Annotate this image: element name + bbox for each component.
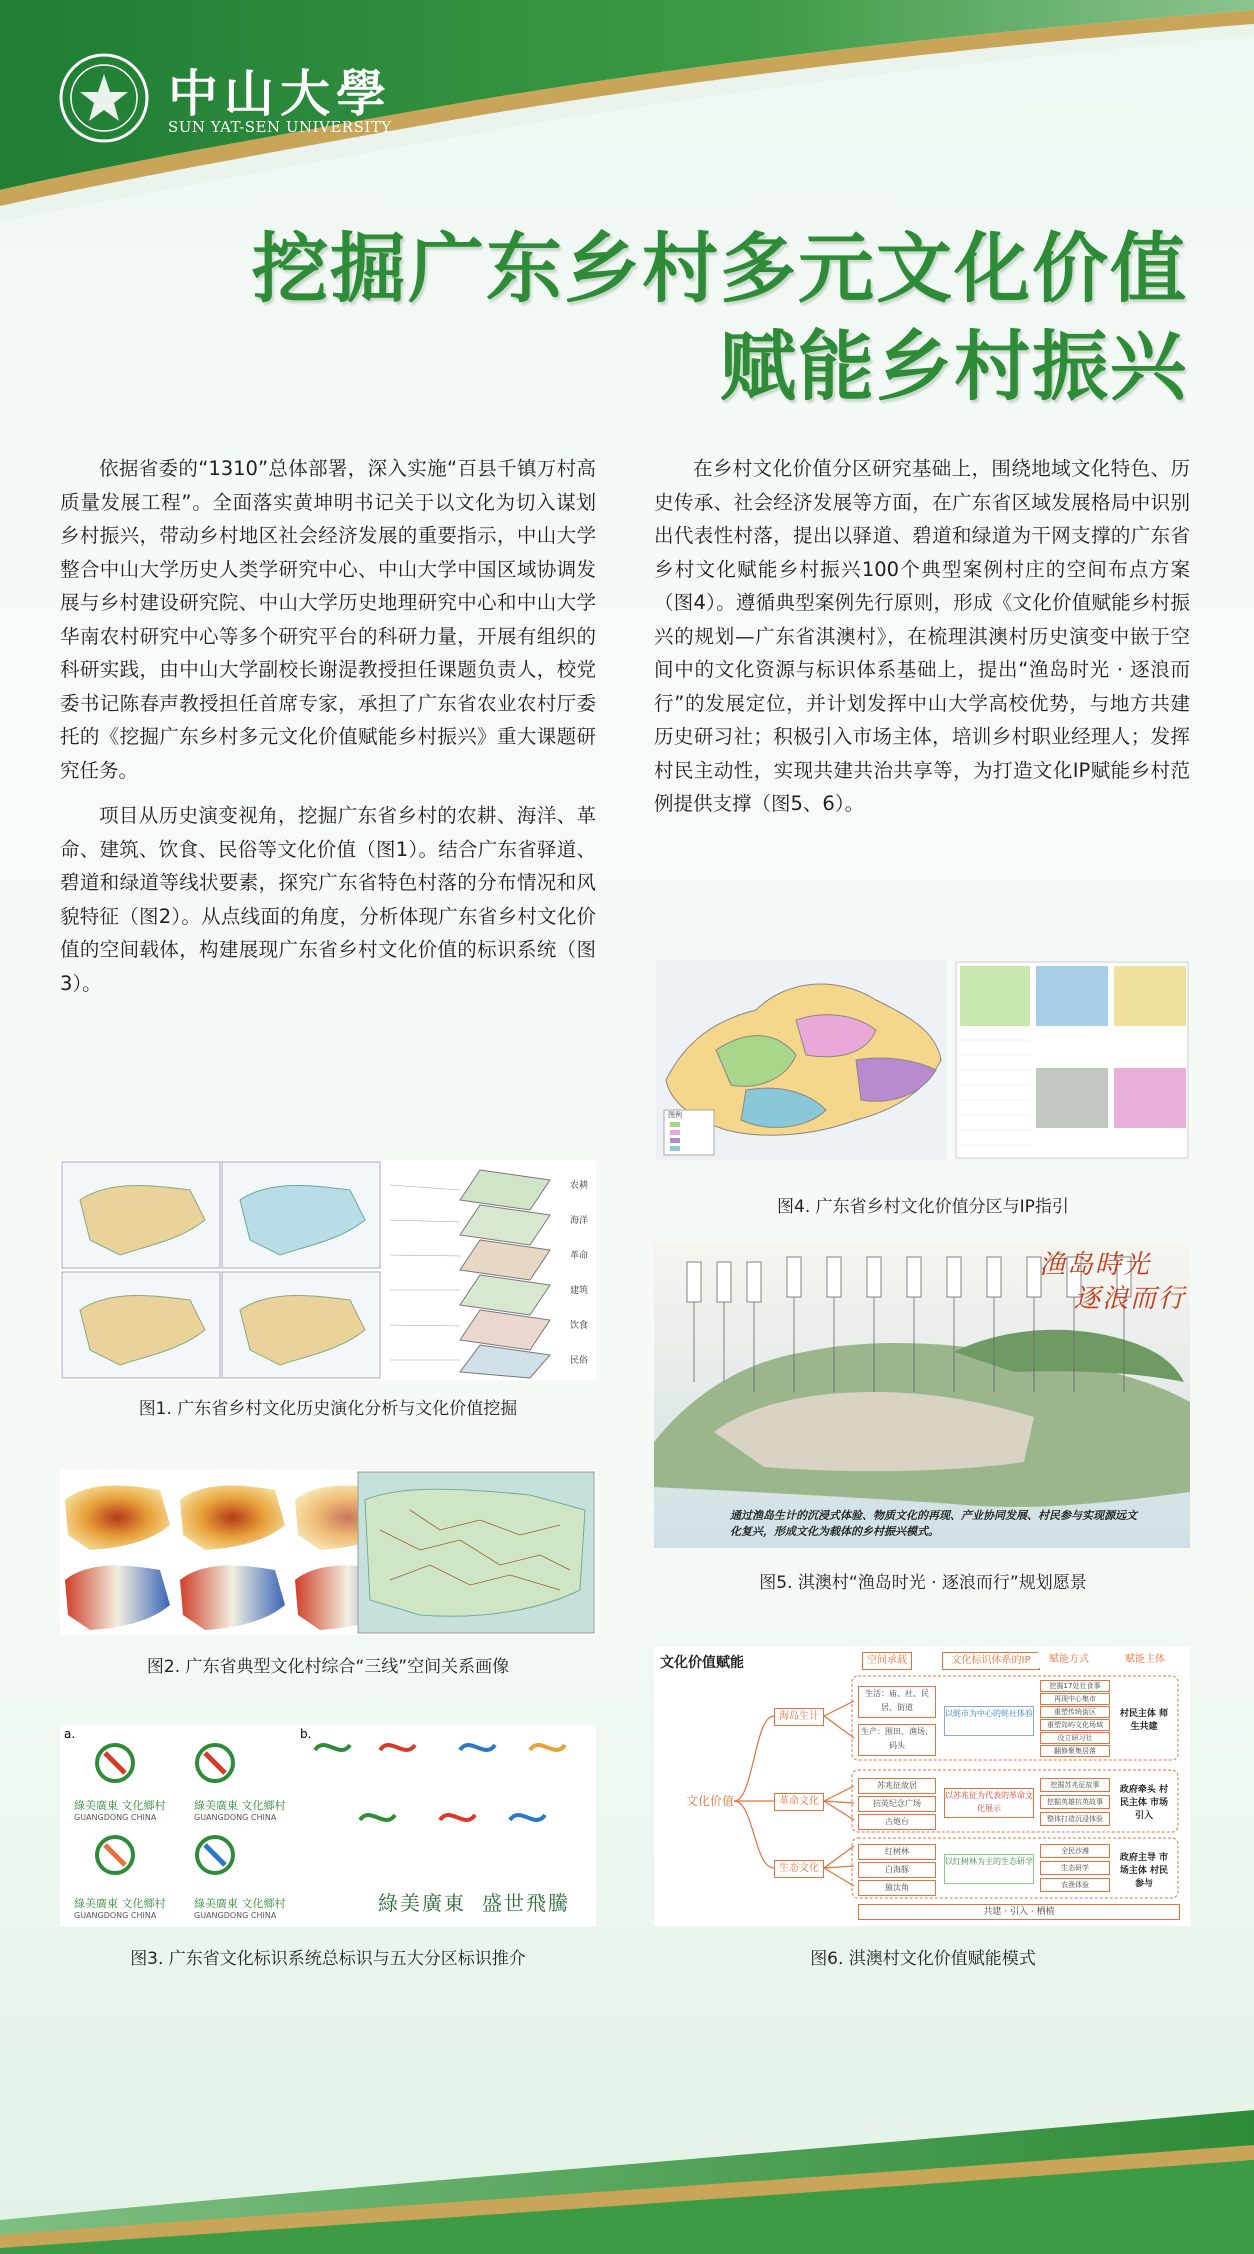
figure-2-heatmaps: [60, 1470, 596, 1635]
fig6-header: 赋能主体: [1114, 1652, 1176, 1668]
figure-3: [60, 1725, 596, 1927]
figure-4-caption: 图4. 广东省乡村文化价值分区与IP指引: [777, 1197, 1069, 1217]
fig5-calligraphy-2: 逐浪而行: [1074, 1284, 1187, 1314]
fig6-title: 文化价值赋能: [660, 1655, 744, 1671]
fig1-layer-label: 农耕: [570, 1181, 589, 1191]
fig6-method: 整体打造沉浸体验: [1040, 1812, 1110, 1826]
fig5-calligraphy-1: 渔岛時光: [1039, 1250, 1152, 1280]
figure-2-caption: 图2. 广东省典型文化村综合“三线”空间关系画像: [146, 1657, 510, 1677]
left-paragraph-2: 项目从历史演变视角，挖掘广东省乡村的农耕、海洋、革命、建筑、饮食、民俗等文化价值（图1）。结合广东省驿道、碧道和绿道等线状要素，探究广东省特色村落的分布情况和风貌特征（图2）。从点线面的角度，分析体现广东省乡村文化价值的空间载体，构建展现广东省乡村文化价值的标识系统（图3）。: [60, 804, 596, 995]
figure-4: [656, 960, 1190, 1160]
figure-3-caption: 图3. 广东省文化标识系统总标识与五大分区标识推介: [130, 1949, 526, 1969]
fig3-logo-sub: GUANGDONG CHINA: [74, 1813, 157, 1822]
title-line-2: 赋能乡村振兴: [720, 322, 1188, 411]
right-paragraph-1: 在乡村文化价值分区研究基础上，围绕地域文化特色、历史传承、社会经济发展等方面，在广东省区域发展格局中识别出代表性村落，提出以驿道、碧道和绿道为干网支撑的广东省乡村文化赋能乡村振兴100个典型案例村庄的空间布点方案（图4）。遵循典型案例先行原则，形成《文化价值赋能乡村振兴的规划—广东省淇澳村》，在梳理淇澳村历史演变中嵌于空间中的文化资源与标识体系基础上，提出“渔岛时光 · 逐浪而行”的发展定位，并计划发挥中山大学高校优势，与地方共建历史研习社；积极引入市场主体，培训乡村职业经理人；发挥村民主动性，实现共建共治共享等，为打造文化IP赋能乡村范例提供支撑（图5、6）。: [654, 457, 1190, 815]
fig6-method: 挖掘17处社食事: [1040, 1680, 1110, 1692]
fig6-branch: 革命文化: [774, 1793, 824, 1811]
fig6-root: 文化价值: [686, 1794, 735, 1808]
fig3-label-a: a.: [64, 1727, 76, 1741]
figure-2: [60, 1470, 596, 1635]
fig3-label-b: b.: [300, 1727, 312, 1741]
figure-1-caption: 图1. 广东省乡村文化历史演化分析与文化价值挖掘: [138, 1399, 518, 1419]
logo-subtext: SUN YAT-SEN UNIVERSITY: [168, 118, 392, 136]
logo-text: 中山大學: [168, 64, 392, 123]
fig6-method: 农渔体验: [1040, 1878, 1110, 1892]
left-paragraph-1: 依据省委的“1310”总体部署，深入实施“百县千镇万村高质量发展工程”。全面落实黄坤明书记关于以文化为切入谋划乡村振兴，带动乡村地区社会经济发展的重要指示，中山大学整合中山大学历史人类学研究中心、中山大学中国区域协调发展与乡村建设研究院、中山大学历史地理研究中心和中山大学华南农村研究中心等多个研究平台的科研力量，开展有组织的科研实践，由中山大学副校长谢湜教授担任课题负责人，校党委书记陈春声教授担任首席专家，承担了广东省农业农村厅委托的《挖掘广东乡村多元文化价值赋能乡村振兴》重大课题研究任务。: [60, 457, 596, 782]
fig5-note: 通过渔岛生计的沉浸式体验、物质文化的再现、产业协同发展、村民参与实现源远文化复兴，形成文化为载体的乡村振兴模式。: [730, 1509, 1137, 1538]
fig6-ip: 以红树林为主的生态研学: [944, 1854, 1034, 1884]
fig6-method: 挖掘苏兆征故事: [1040, 1778, 1110, 1792]
fig6-item: 苏兆征故居: [858, 1778, 936, 1794]
fig1-layer-label: 建筑: [570, 1286, 589, 1296]
fig6-branch: 生态文化: [774, 1860, 824, 1878]
footer-banner: [0, 2050, 1254, 2254]
fig6-method: 翻修聚集居落: [1040, 1745, 1110, 1757]
left-text-column: [60, 452, 596, 1012]
title-line-1: 挖掘广东乡村多元文化价值: [252, 224, 1188, 313]
fig6-item: 红树林: [858, 1844, 936, 1860]
fig6-item: 猿汰角: [858, 1880, 936, 1896]
fig6-item: 古炮台: [858, 1814, 936, 1830]
figure-1-maps: [60, 1160, 596, 1380]
fig6-method: 挖掘英雄抗英故事: [1040, 1795, 1110, 1809]
fig1-layer-label: 民俗: [570, 1356, 589, 1366]
figure-6-caption: 图6. 淇澳村文化价值赋能模式: [810, 1949, 1036, 1969]
fig6-item: 抗英纪念广场: [858, 1796, 936, 1812]
fig1-layer-label: 海洋: [570, 1216, 589, 1226]
right-text-column: [654, 452, 1190, 833]
fig6-method: 设立研习社: [1040, 1732, 1110, 1744]
fig6-header: 赋能方式: [1038, 1652, 1100, 1668]
fig3-logo-sub: GUANGDONG CHINA: [194, 1911, 277, 1920]
fig6-item: 白海豚: [858, 1862, 936, 1878]
fig6-footer: 共建 · 引入 · 栖植: [858, 1904, 1180, 1920]
fig6-method: 重塑岛屿文化场域: [1040, 1719, 1110, 1731]
fig1-layer-label: 革命: [570, 1251, 589, 1261]
fig3-slogan-1: 綠美廣東: [378, 1891, 466, 1915]
fig6-header: 空间承载: [862, 1652, 912, 1670]
fig6-ip: 以苏兆征为代表的革命文化展示: [944, 1788, 1034, 1818]
figure-6: [654, 1646, 1190, 1926]
figure-4-map: [656, 960, 1190, 1160]
fig6-method: 生态研学: [1040, 1861, 1110, 1875]
fig3-logo-text: 綠美廣東 文化鄉村: [74, 1799, 166, 1812]
fig6-method: 全民沙滩: [1040, 1844, 1110, 1858]
fig6-item: 生产：围田、渔场、码头: [858, 1724, 936, 1756]
fig3-logo-sub: GUANGDONG CHINA: [74, 1911, 157, 1920]
fig6-branch: 海岛生计: [774, 1708, 824, 1726]
fig3-logo-text: 綠美廣東 文化鄉村: [194, 1799, 286, 1812]
university-seal-logo: [58, 52, 150, 144]
fig3-logo-text: 綠美廣東 文化鄉村: [74, 1897, 166, 1910]
fig6-subject: 政府主导 市场主体 村民参与: [1119, 1853, 1169, 1889]
figure-5-caption: 图5. 淇澳村“渔岛时光 · 逐浪而行”规划愿景: [759, 1573, 1087, 1593]
fig6-item: 生活：庙、社、民居、街道: [858, 1686, 936, 1718]
figure-1: [60, 1160, 596, 1380]
fig4-legend-title: 图例: [668, 1111, 682, 1119]
figure-5: [654, 1242, 1190, 1548]
fig6-subject: 村民主体 师生共建: [1119, 1709, 1169, 1732]
fig6-ip: 以蚝市为中心的蚝社体验: [944, 1706, 1034, 1736]
fig6-subject: 政府牵头 村民主体 市场引入: [1119, 1785, 1169, 1821]
fig6-header: 文化标识体系的IP: [942, 1652, 1040, 1670]
fig6-method: 重塑传统街区: [1040, 1706, 1110, 1718]
fig3-logo-text: 綠美廣東 文化鄉村: [194, 1897, 286, 1910]
fig1-layer-label: 饮食: [570, 1321, 589, 1331]
fig3-slogan-2: 盛世飛騰: [482, 1891, 570, 1915]
fig3-logo-sub: GUANGDONG CHINA: [194, 1813, 277, 1822]
fig6-method: 再现中心集市: [1040, 1693, 1110, 1705]
